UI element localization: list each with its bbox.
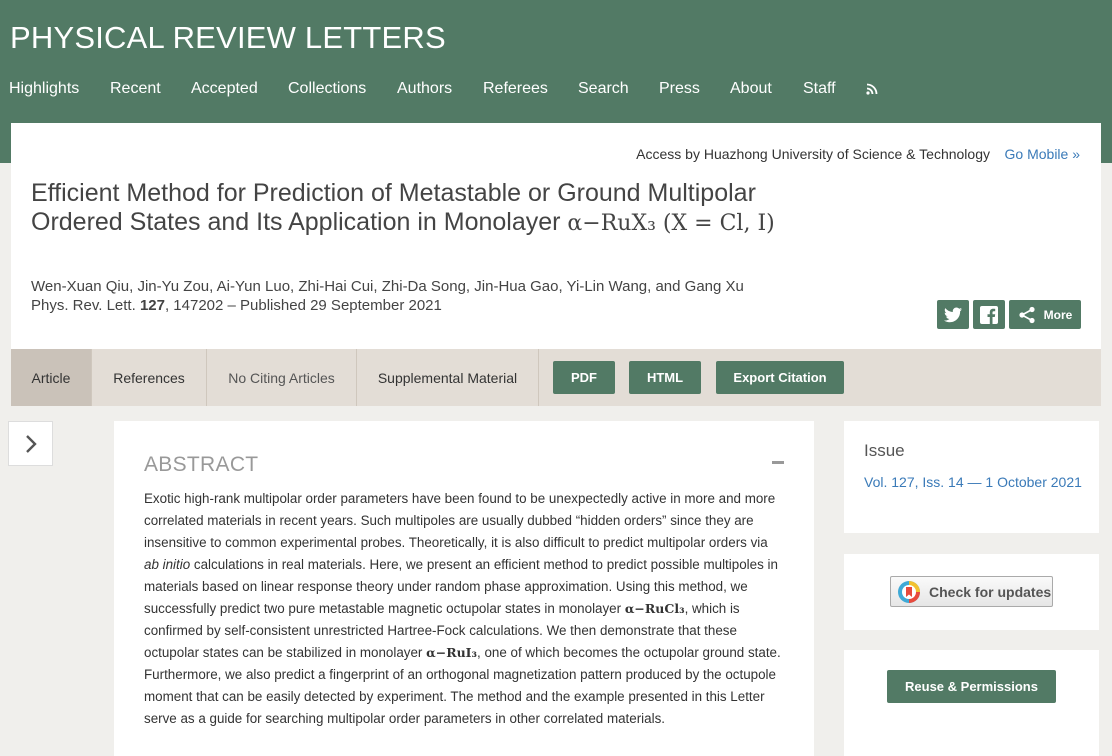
html-button[interactable]: HTML bbox=[629, 361, 701, 394]
formula-rui3: α−RuI₃ bbox=[426, 645, 478, 660]
article-header-card bbox=[11, 123, 1101, 349]
access-notice: Access by Huazhong University of Science & Technology bbox=[636, 146, 990, 162]
tab-article[interactable]: Article bbox=[11, 349, 92, 406]
tab-references[interactable]: References bbox=[92, 349, 207, 406]
nav-search[interactable]: Search bbox=[578, 80, 629, 97]
check-for-updates-label: Check for updates bbox=[929, 583, 1052, 600]
title-formula: α−RuX₃ (X = Cl, I) bbox=[567, 211, 775, 236]
issue-label: Issue bbox=[864, 441, 905, 460]
nav-accepted[interactable]: Accepted bbox=[191, 80, 258, 97]
go-mobile-link[interactable]: Go Mobile » bbox=[1004, 146, 1080, 162]
more-share-button[interactable] bbox=[1009, 300, 1081, 329]
facebook-icon bbox=[980, 306, 998, 324]
abstract-section bbox=[114, 421, 814, 756]
more-label: More bbox=[1043, 307, 1073, 322]
formula-rucl3: α−RuCl₃ bbox=[624, 601, 685, 616]
chevron-right-icon bbox=[24, 433, 38, 455]
author-list: Wen-Xuan Qiu, Jin-Yu Zou, Ai-Yun Luo, Zhi-Hai Cui, Zhi-Da Song, Jin-Hua Gao, Yi-Lin Wang, and Gang Xu bbox=[31, 278, 744, 295]
updates-panel bbox=[844, 554, 1099, 630]
article-title: Efficient Method for Prediction of Metastable or Ground Multipolar Ordered States and Its Application in Monolayer α−RuX₃ (X = Cl, I) bbox=[31, 179, 775, 236]
nav-recent[interactable]: Recent bbox=[110, 80, 161, 97]
share-icon bbox=[1018, 306, 1036, 324]
twitter-icon bbox=[944, 307, 962, 323]
twitter-share-button[interactable] bbox=[937, 300, 969, 329]
check-for-updates-button[interactable] bbox=[890, 576, 1053, 607]
crossmark-icon bbox=[897, 580, 921, 604]
nav-staff[interactable]: Staff bbox=[803, 80, 836, 97]
abstract-heading: ABSTRACT bbox=[144, 453, 259, 476]
nav-highlights[interactable]: Highlights bbox=[9, 80, 80, 97]
nav-about[interactable]: About bbox=[730, 80, 772, 97]
abstract-text: Exotic high-rank multipolar order parameters have been found to be unexpectedly active in more and more correlated materials in recent years. Such multipoles are usually dubbed “hidden orders” since they are insensitive to common experimental probes. Theoretically, it is also difficult to predict multipolar orders via ab initio calculations in real materials. Here, we present an efficient method to predict possible multipoles in materials based on linear response theory under random phase approximation. Using this method, we successfully predict two pure metastable magnetic octupolar states in monolayer α−RuCl₃, which is confirmed by self-consistent unrestricted Hartree-Fock calculations. We then demonstrate that these octupolar states can be stabilized in monolayer α−RuI₃, one of which becomes the octupolar ground state. Furthermore, we also predict a fingerprint of an orthogonal magnetization pattern produced by the octupole moment that can be easily detected by experiment. The method and the example presented in this Letter serve as a guide for searching multipolar order parameters in other correlated materials. bbox=[144, 491, 781, 726]
collapse-abstract-button[interactable] bbox=[772, 451, 784, 473]
sidebar-toggle-button[interactable] bbox=[8, 421, 53, 466]
facebook-share-button[interactable] bbox=[973, 300, 1005, 329]
nav-press[interactable]: Press bbox=[659, 80, 700, 97]
nav-authors[interactable]: Authors bbox=[397, 80, 453, 97]
volume-number: 127 bbox=[139, 297, 165, 314]
issue-link[interactable]: Vol. 127, Iss. 14 — 1 October 2021 bbox=[864, 474, 1082, 490]
permissions-panel bbox=[844, 650, 1099, 756]
article-tab-bar bbox=[11, 349, 1101, 406]
export-citation-button[interactable]: Export Citation bbox=[716, 361, 844, 394]
rss-icon[interactable] bbox=[865, 82, 879, 96]
tab-supplemental-material[interactable]: Supplemental Material bbox=[357, 349, 539, 406]
issue-panel bbox=[844, 421, 1099, 533]
citation-line: Phys. Rev. Lett. 127, 147202 – Published 29 September 2021 bbox=[31, 297, 442, 314]
nav-collections[interactable]: Collections bbox=[288, 80, 367, 97]
pdf-button[interactable]: PDF bbox=[553, 361, 615, 394]
reuse-permissions-button[interactable]: Reuse & Permissions bbox=[887, 670, 1056, 703]
tab-citing-articles[interactable]: No Citing Articles bbox=[207, 349, 357, 406]
journal-title-link[interactable]: PHYSICAL REVIEW LETTERS bbox=[10, 20, 446, 55]
minus-icon bbox=[772, 461, 784, 464]
nav-referees[interactable]: Referees bbox=[483, 80, 548, 97]
